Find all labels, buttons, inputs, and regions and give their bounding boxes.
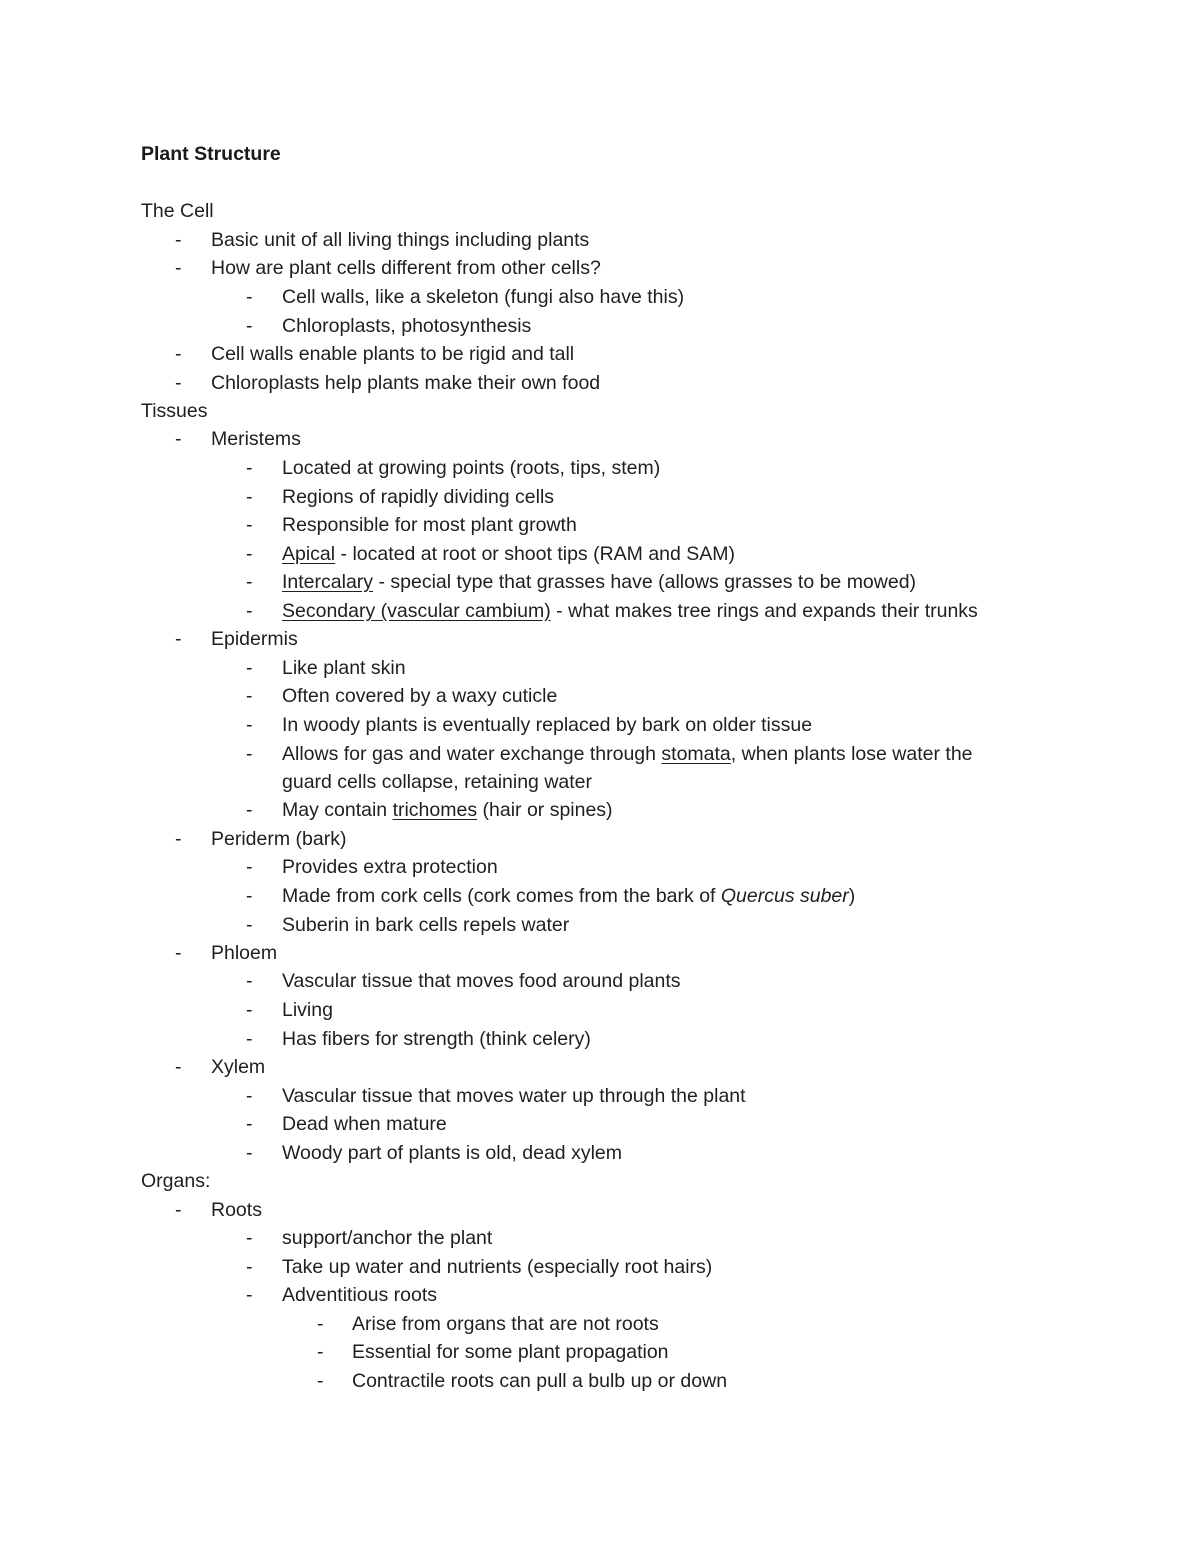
bullet-dash: - [246,1142,253,1164]
list-item: Chloroplasts, photosynthesis [282,315,532,337]
bullet-dash: - [175,942,182,964]
bullet-dash: - [246,571,253,593]
bullet-dash: - [246,999,253,1021]
list-item: Vascular tissue that moves water up through the plant [282,1085,746,1107]
bullet-dash: - [317,1370,324,1392]
bullet-dash: - [246,1028,253,1050]
text-run: Allows for gas and water exchange through [282,743,662,765]
underlined-term-intercalary: Intercalary [282,571,374,593]
underlined-term-trichomes: trichomes [392,799,478,821]
list-item: Chloroplasts help plants make their own food [211,372,601,394]
bullet-dash: - [246,286,253,308]
underlined-term-stomata: stomata [661,743,731,765]
bullet-dash: - [246,799,253,821]
subheading-epidermis: Epidermis [211,628,298,650]
list-item: Contractile roots can pull a bulb up or down [352,1370,728,1392]
term-description: - located at root or shoot tips (RAM and SAM) [335,543,736,565]
list-item: Cell walls enable plants to be rigid and tall [211,343,575,365]
bullet-dash: - [246,657,253,679]
bullet-dash: - [246,743,253,765]
list-item [282,599,978,623]
section-heading-tissues: Tissues [141,400,208,422]
bullet-dash: - [175,229,182,251]
list-item: Located at growing points (roots, tips, stem) [282,457,661,479]
list-item: Has fibers for strength (think celery) [282,1028,591,1050]
section-heading-the-cell: The Cell [141,200,214,222]
bullet-dash: - [175,1199,182,1221]
bullet-dash: - [175,1056,182,1078]
list-item [282,798,613,822]
text-run: ) [848,885,856,907]
list-item: Often covered by a waxy cuticle [282,685,558,707]
subheading-xylem: Xylem [211,1056,266,1078]
list-item [282,542,735,566]
bullet-dash: - [246,514,253,536]
list-item: Woody part of plants is old, dead xylem [282,1142,622,1164]
text-run: , when plants lose water the [730,743,973,765]
underlined-term-apical: Apical [282,543,336,565]
list-item [282,884,855,908]
bullet-dash: - [246,970,253,992]
list-item: Adventitious roots [282,1284,438,1306]
list-item: Suberin in bark cells repels water [282,914,570,936]
bullet-dash: - [246,1256,253,1278]
list-item: How are plant cells different from other cells? [211,257,601,279]
bullet-dash: - [246,856,253,878]
bullet-dash: - [317,1341,324,1363]
bullet-dash: - [246,1113,253,1135]
list-item: Basic unit of all living things including plants [211,229,590,251]
bullet-dash: - [246,486,253,508]
term-description: - special type that grasses have (allows grasses to be mowed) [373,571,917,593]
list-item-continuation: guard cells collapse, retaining water [282,771,593,793]
bullet-dash: - [246,885,253,907]
list-item: Essential for some plant propagation [352,1341,669,1363]
list-item: In woody plants is eventually replaced by bark on older tissue [282,714,813,736]
list-item [282,570,916,594]
underlined-term-secondary: Secondary (vascular cambium) [282,600,551,622]
bullet-dash: - [175,372,182,394]
text-run: May contain [282,799,393,821]
bullet-dash: - [246,600,253,622]
bullet-dash: - [246,543,253,565]
list-item: Like plant skin [282,657,406,679]
document-title: Plant Structure [141,143,281,165]
list-item: Regions of rapidly dividing cells [282,486,555,508]
bullet-dash: - [246,714,253,736]
list-item: Responsible for most plant growth [282,514,577,536]
list-item: support/anchor the plant [282,1227,493,1249]
bullet-dash: - [175,343,182,365]
bullet-dash: - [175,257,182,279]
bullet-dash: - [246,457,253,479]
list-item: Cell walls, like a skeleton (fungi also have this) [282,286,685,308]
bullet-dash: - [246,315,253,337]
subheading-phloem: Phloem [211,942,278,964]
bullet-dash: - [246,1284,253,1306]
bullet-dash: - [246,685,253,707]
list-item: Living [282,999,333,1021]
text-run: (hair or spines) [477,799,613,821]
bullet-dash: - [175,628,182,650]
term-description: - what makes tree rings and expands their trunks [550,600,978,622]
bullet-dash: - [246,1227,253,1249]
subheading-roots: Roots [211,1199,262,1221]
subheading-periderm: Periderm (bark) [211,828,347,850]
list-item [282,742,973,766]
bullet-dash: - [175,828,182,850]
text-run: Made from cork cells (cork comes from the bark of [282,885,721,907]
bullet-dash: - [317,1313,324,1335]
list-item: Vascular tissue that moves food around plants [282,970,681,992]
bullet-dash: - [246,1085,253,1107]
bullet-dash: - [246,914,253,936]
list-item: Arise from organs that are not roots [352,1313,659,1335]
list-item: Provides extra protection [282,856,498,878]
subheading-meristems: Meristems [211,428,301,450]
list-item: Dead when mature [282,1113,447,1135]
list-item: Take up water and nutrients (especially root hairs) [282,1256,713,1278]
section-heading-organs: Organs: [141,1170,211,1192]
bullet-dash: - [175,428,182,450]
italic-species-name: Quercus suber [720,885,849,907]
